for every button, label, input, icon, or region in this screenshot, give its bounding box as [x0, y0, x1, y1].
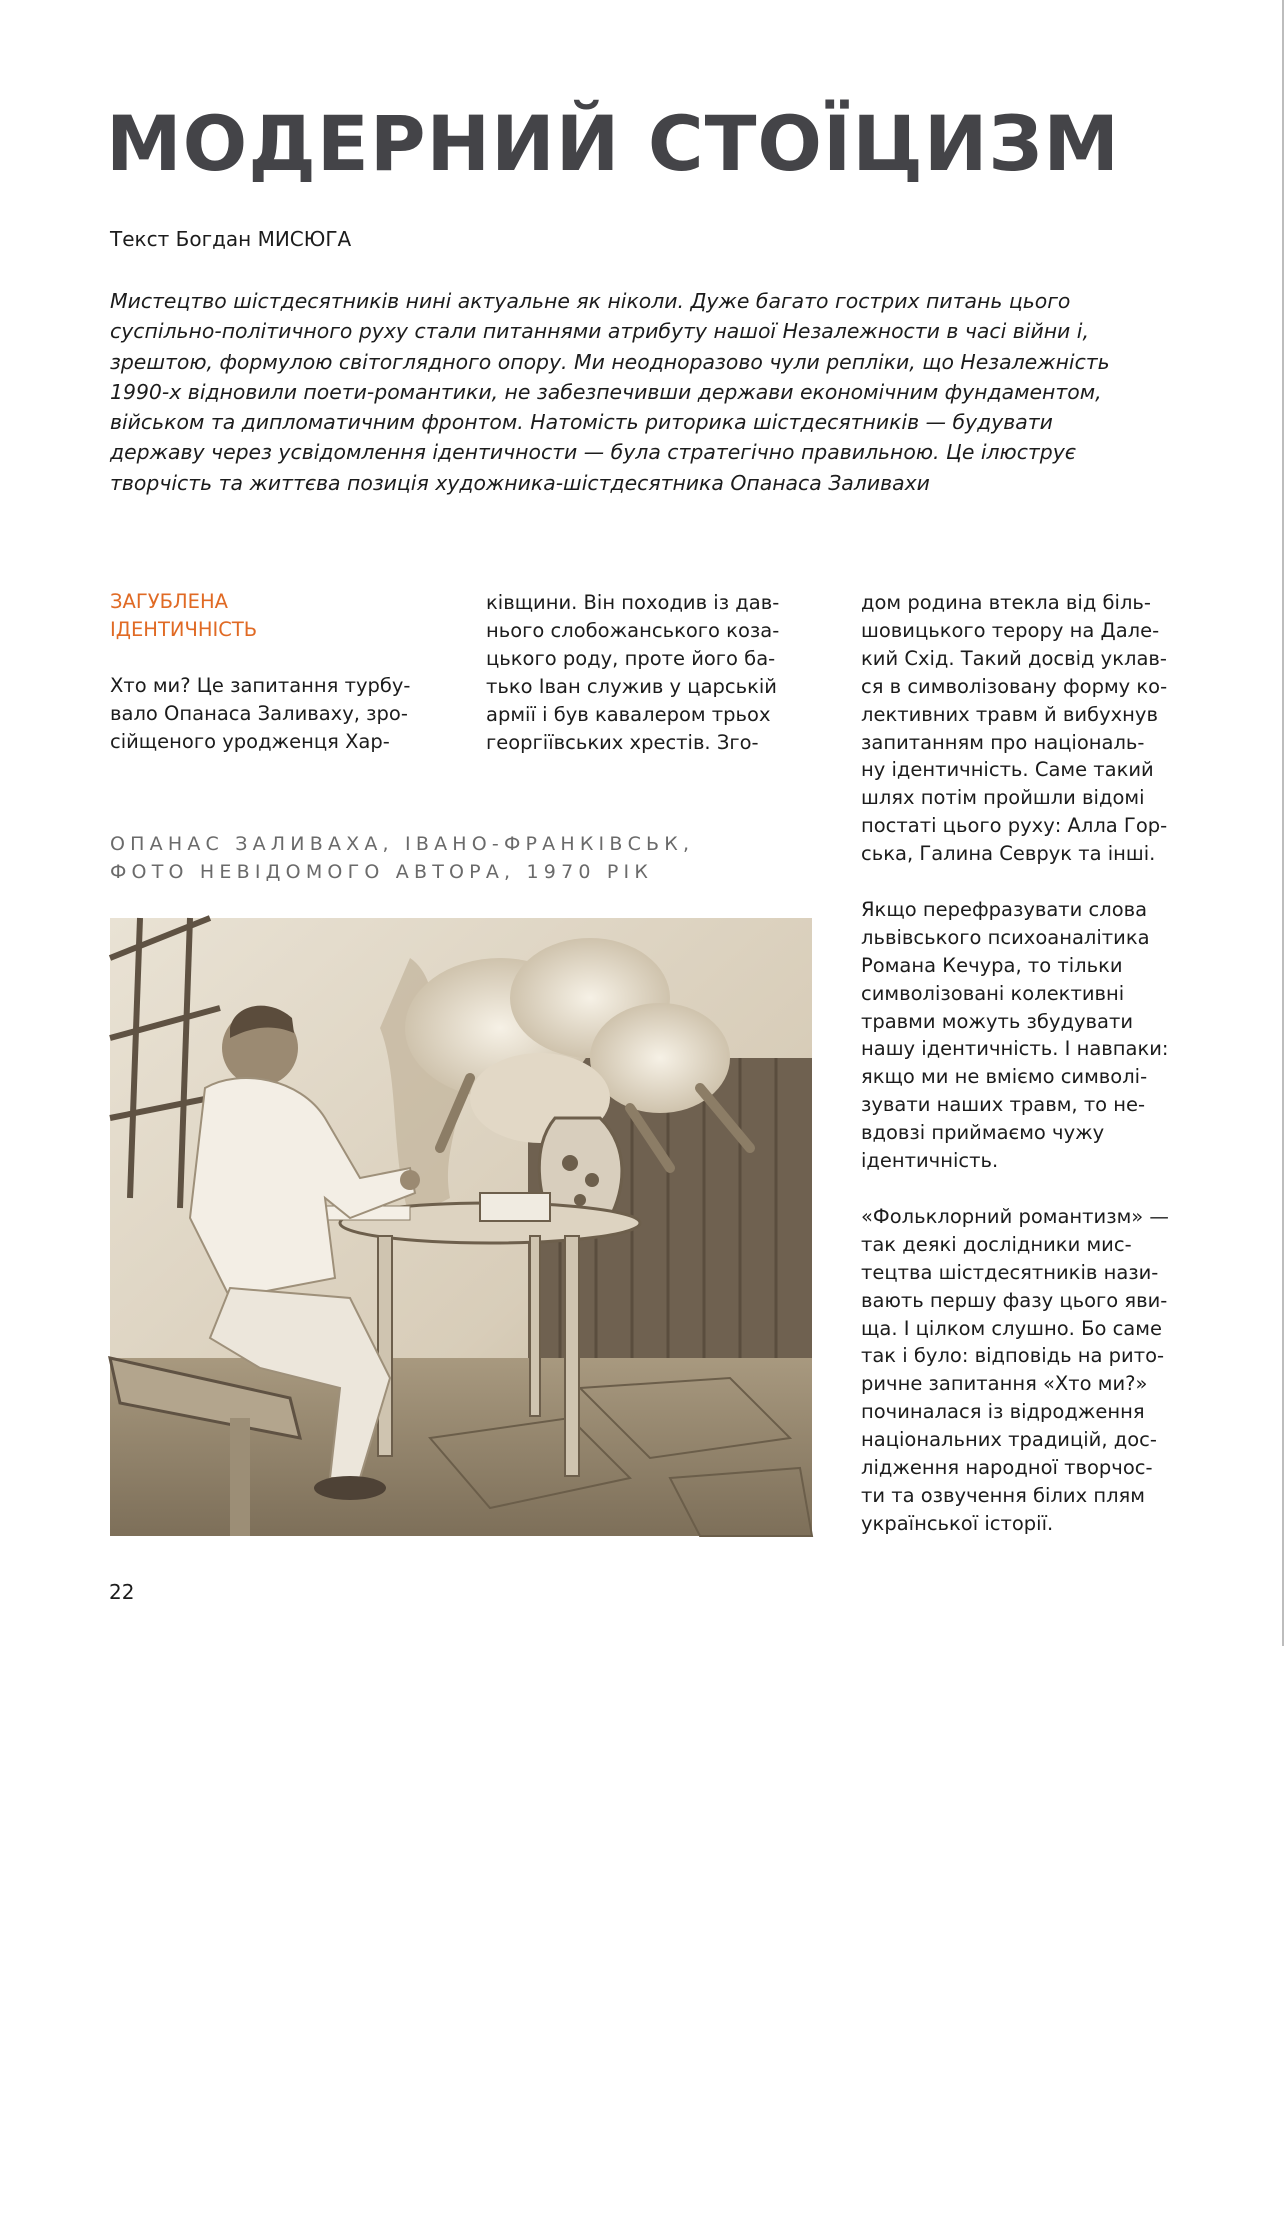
- body-line: ричне запитання «Хто ми?»: [861, 1372, 1148, 1396]
- body-line: вають першу фазу цього яви-: [861, 1288, 1168, 1312]
- body-line: лідження народної творчос-: [861, 1456, 1153, 1480]
- body-line: так деякі дослідники мис-: [861, 1232, 1132, 1256]
- bench-leg: [230, 1418, 250, 1536]
- body-line: починалася із відродження: [861, 1400, 1145, 1424]
- body-line: вдовзі приймаємо чужу: [861, 1121, 1105, 1145]
- body-line: георгіївських хрестів. Зго-: [486, 730, 759, 754]
- section-heading-line: ЗАГУБЛЕНА: [110, 590, 228, 613]
- body-line: Якщо перефразувати слова: [861, 897, 1148, 921]
- body-line: дом родина втекла від біль-: [861, 591, 1151, 614]
- lead-line: Мистецтво шістдесятників нині актуальне як ніколи. Дуже багато гострих питань цього: [110, 289, 1071, 313]
- paint-box: [480, 1193, 550, 1221]
- body-line: якщо ми не вміємо символі-: [861, 1065, 1148, 1089]
- byline: Текст Богдан МИСЮГА: [110, 227, 352, 251]
- body-line: тько Іван служив у царській: [486, 674, 777, 698]
- caption-line: ФОТО НЕВІДОМОГО АВТОРА, 1970 РІК: [110, 861, 654, 883]
- body-line: ідентичність.: [861, 1149, 999, 1173]
- body-line: національних традицій, дос-: [861, 1428, 1157, 1452]
- body-line: шлях потім пройшли відомі: [861, 786, 1145, 810]
- body-line: Хто ми? Це запитання турбу-: [110, 673, 411, 697]
- body-line: травми можуть збудувати: [861, 1009, 1133, 1033]
- lead-line: творчість та життєва позиція художника-шістдесятника Опанаса Заливахи: [110, 470, 930, 495]
- article-title: МОДЕРНИЙ СТОЇЦИЗМ: [106, 99, 1121, 188]
- body-line: української історії.: [861, 1511, 1054, 1535]
- body-line: ща. І цілком слушно. Бо саме: [861, 1316, 1162, 1340]
- paragraph-gap: [861, 868, 1169, 896]
- body-line: так і було: відповідь на рито-: [861, 1344, 1165, 1368]
- lead-line: суспільно-політичного руху стали питаннями атрибуту нашої Незалежности в часі війни і,: [110, 319, 1089, 344]
- body-line: львівського психоаналітика: [861, 925, 1150, 949]
- caption-line: ОПАНАС ЗАЛИВАХА, ІВАНО-ФРАНКІВСЬК,: [110, 833, 695, 855]
- photo-credit-text: Всі ілюстрації надав автор: [877, 2014, 895, 2226]
- body-line: ся в символізовану форму ко-: [861, 674, 1168, 698]
- text-column-2: [486, 589, 779, 756]
- lead-line: зрештою, формулою світоглядного опору. Ми неодноразово чули репліки, що Незалежність: [110, 349, 1110, 374]
- body-line: лективних травм й вибухнув: [861, 702, 1158, 726]
- body-line: нього слобожанського коза-: [486, 618, 780, 642]
- body-line: вало Опанаса Заливаху, зро-: [110, 701, 408, 725]
- body-line: ти та озвучення білих плям: [861, 1483, 1145, 1507]
- body-line: Романа Кечура, то тільки: [861, 953, 1123, 977]
- body-line: постаті цього руху: Алла Гор-: [861, 814, 1168, 838]
- text-column-3: [861, 589, 1169, 1538]
- section-heading-line: ІДЕНТИЧНІСТЬ: [110, 617, 258, 641]
- body-line: тецтва шістдесятників нази-: [861, 1260, 1159, 1284]
- photo-credit: [872, 2014, 900, 2226]
- lead-line: державу через усвідомлення ідентичности — була стратегічно правильною. Це ілюструє: [110, 440, 1076, 465]
- body-line: «Фольклорний романтизм» —: [861, 1204, 1169, 1228]
- page-number: 22: [109, 1580, 135, 1604]
- body-line: кий Схід. Такий досвід уклав-: [861, 646, 1167, 670]
- body-line: символізовані колективні: [861, 981, 1125, 1005]
- article-lead: [110, 286, 1190, 498]
- body-line: армії і був кавалером трьох: [486, 702, 771, 726]
- body-line: шовицького терору на Дале-: [861, 618, 1160, 642]
- body-line: сійщеного уродженця Хар-: [110, 729, 390, 753]
- section-heading: [110, 588, 410, 644]
- body-line: ська, Галина Севрук та інші.: [861, 842, 1156, 866]
- body-line: цького роду, проте його ба-: [486, 646, 776, 670]
- body-line: нашу ідентичність. І навпаки:: [861, 1037, 1169, 1061]
- photo-caption: [110, 830, 694, 886]
- lead-line: 1990-х відновили поети-романтики, не забезпечивши держави економічним фундаментом,: [110, 379, 1102, 404]
- lead-line: військом та дипломатичним фронтом. Натомість риторика шістдесятників — будувати: [110, 410, 1053, 435]
- paragraph-gap: [861, 1175, 1169, 1203]
- body-line: зувати наших травм, то не-: [861, 1093, 1146, 1117]
- text-column-1: [110, 588, 410, 756]
- sepia-photo-illustration: [110, 918, 812, 1536]
- body-line: ну ідентичність. Саме такий: [861, 758, 1154, 782]
- body-line: запитанням про національ-: [861, 730, 1145, 754]
- body-line: ківщини. Він походив із дав-: [486, 591, 780, 614]
